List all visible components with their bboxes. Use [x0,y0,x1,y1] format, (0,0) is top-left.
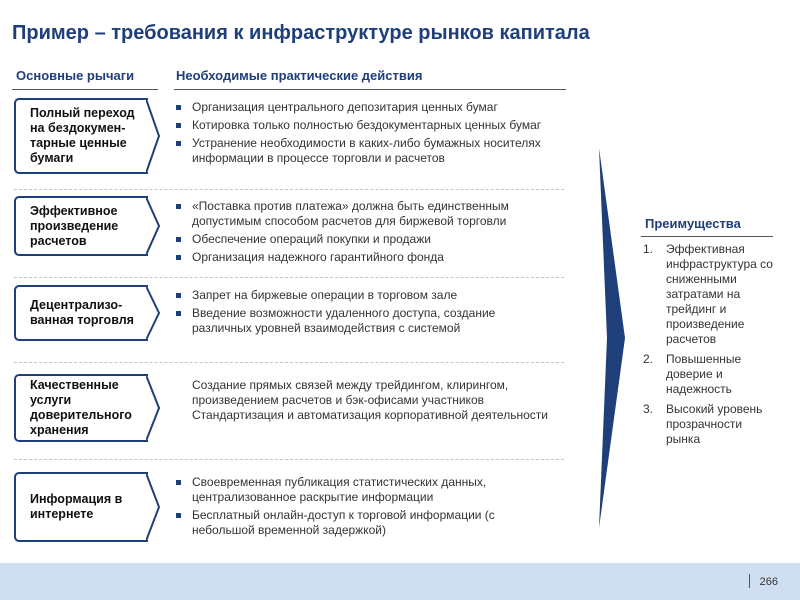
lever-label: Полный переход на бездокумен-тарные ценные бумаги [30,106,135,165]
lever-decentralized-trading [14,285,160,341]
advantages-title: Преимущества [645,216,741,231]
actions-header: Необходимые практические действия [176,68,423,83]
actions-list-3 [174,288,554,339]
advantage-item [643,242,773,347]
action-item: Стандартизация и автоматизация корпоративной деятельности [192,408,548,422]
advantage-text: Высокий уровень прозрачности рынка [666,402,763,446]
action-item: Своевременная публикация статистических данных, централизованное раскрытие информации [174,475,554,505]
footer-band [0,563,800,600]
lever-label: Качественные услуги доверительного хранения [30,378,132,437]
action-item: Организация надежного гарантийного фонда [174,250,554,265]
advantage-text: Повышенные доверие и надежность [666,352,742,396]
actions-list-5 [174,475,554,541]
levers-header: Основные рычаги [16,68,135,83]
action-item: Введение возможности удаленного доступа, создание различных уровней взаимодействия с системой [174,306,554,336]
lever-custody-services [14,374,160,442]
action-item: Создание прямых связей между трейдингом, клирингом, произведением расчетов и бэк-офисами участников [192,378,509,407]
advantages-list [643,242,773,452]
row-divider [14,459,564,460]
row-divider [14,277,564,278]
actions-list-1 [174,100,554,169]
row-divider [14,189,564,190]
advantage-number: 1. [643,242,654,256]
lever-label: Децентрализо-ванная торговля [30,298,134,327]
page-title: Пример – требования к инфраструктуре рынков капитала [12,22,590,44]
lever-efficient-settlement [14,196,160,256]
lever-label: Информация в интернете [30,492,123,521]
actions-header-divider [174,89,566,90]
action-item: Обеспечение операций покупки и продажи [174,232,554,247]
action-item: Устранение необходимости в каких-либо бумажных носителях информации в процессе торговли и расчетов [174,136,554,166]
actions-list-2 [174,199,554,268]
row-divider [14,362,564,363]
page-number-separator [749,574,750,588]
action-item: Организация центрального депозитария ценных бумаг [174,100,554,115]
action-item: «Поставка против платежа» должна быть единственным допустимым способом расчетов для биржевой торговли [174,199,554,229]
action-item: Котировка только полностью бездокументарных ценных бумаг [174,118,554,133]
action-item: Запрет на биржевые операции в торговом зале [174,288,554,303]
page-number: 266 [759,576,778,588]
lever-label: Эффективное произведение расчетов [30,203,119,248]
actions-list-4 [192,378,562,423]
levers-header-divider [12,89,158,90]
advantages-divider [641,236,773,237]
lever-internet-information [14,472,160,542]
advantage-number: 3. [643,402,654,416]
advantage-item [643,402,773,447]
advantage-number: 2. [643,352,654,366]
advantage-item [643,352,773,397]
lever-paperless-securities [14,98,160,174]
advantage-text: Эффективная инфраструктура со сниженными затратами на трейдинг и произведение расчетов [666,242,773,346]
flow-arrow-icon [599,148,625,528]
action-item: Бесплатный онлайн-доступ к торговой информации (с небольшой временной задержкой) [174,508,554,538]
